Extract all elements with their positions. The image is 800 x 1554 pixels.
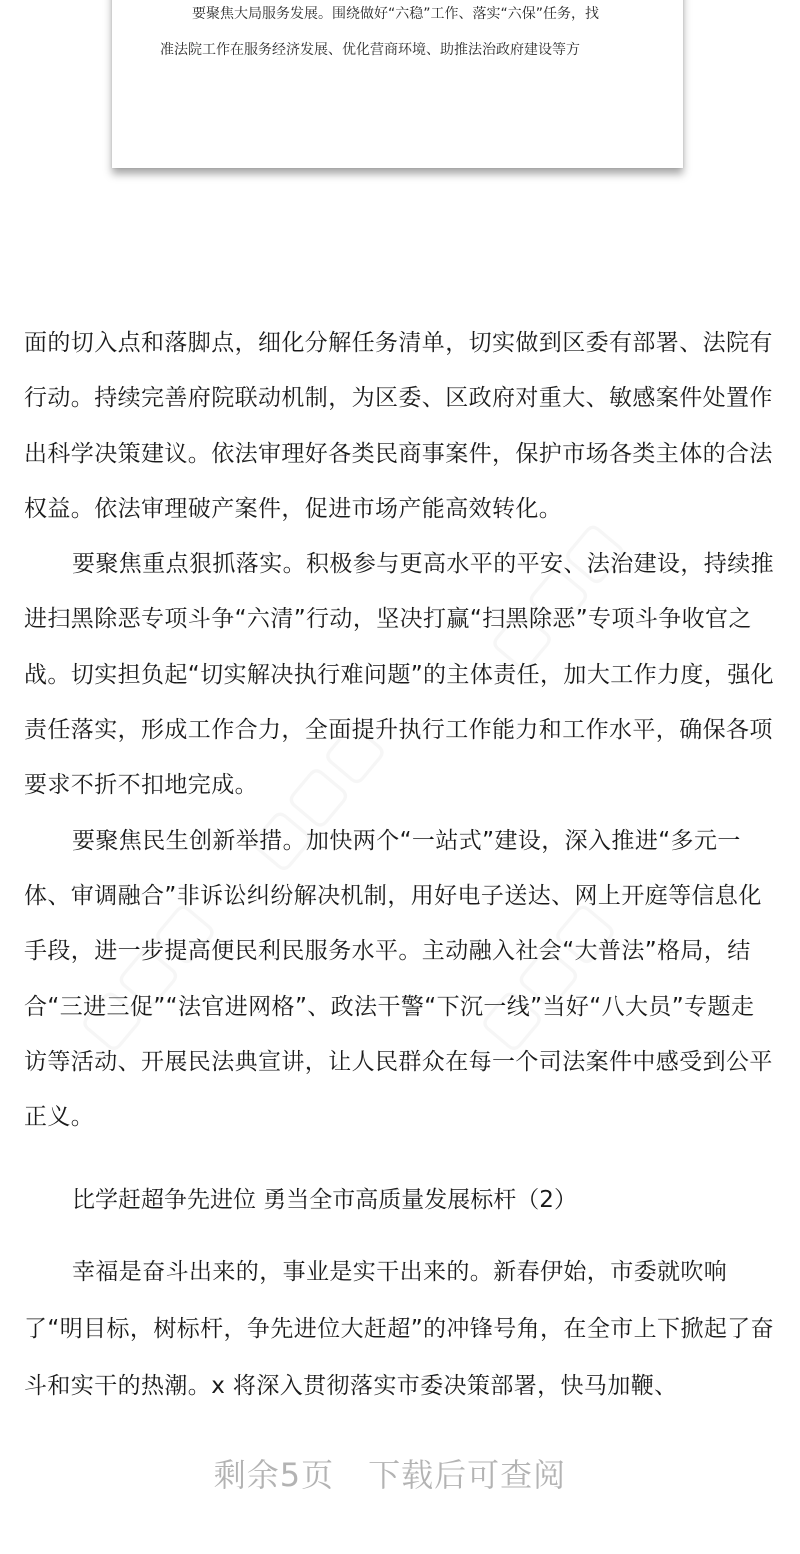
remaining-pages-notice[interactable]: [0, 1450, 780, 1500]
body-paragraph: 要聚焦民生创新举措。加快两个“一站式”建设，深入推进“多元一体、审调融合”非诉讼纠纷解决机制，用好电子送达、网上开庭等信息化手段，进一步提高便民利民服务水平。主动融入社会“大普法”格局，结合“三进三促”“法官进网格”、政法干警“下沉一线”当好“八大员”专题走访等活动、开展民法典宣讲，让人民群众在每一个司法案件中感受到公平正义。: [24, 827, 773, 1131]
preview-text-line: 要聚焦大局服务发展。围绕做好“六稳”工作、落实“六保”任务，找: [192, 6, 600, 22]
document-preview-card: [112, 0, 683, 168]
preview-text-line: 准法院工作在服务经济发展、优化营商环境、助推法治政府建设等方: [160, 42, 580, 58]
section-title: 比学赶超争先进位 勇当全市高质量发展标杆（2）: [72, 1187, 577, 1213]
body-paragraph: 要聚焦重点狠抓落实。积极参与更高水平的平安、法治建设，持续推进扫黑除恶专项斗争“六清”行动，坚决打赢“扫黑除恶”专项斗争收官之战。切实担负起“切实解决执行难问题”的主体责任，加大工作力度，强化责任落实，形成工作合力，全面提升执行工作能力和工作水平，确保各项要求不折不扣地完成。: [24, 551, 775, 799]
body-paragraph: 面的切入点和落脚点，细化分解任务清单，切实做到区委有部署、法院有行动。持续完善府院联动机制，为区委、区政府对重大、敏感案件处置作出科学决策建议。依法审理好各类民商事案件，保护市场各类主体的合法权益。依法审理破产案件，促进市场产能高效转化。: [24, 330, 773, 522]
document-body: [24, 316, 776, 1145]
body-paragraph: 幸福是奋斗出来的，事业是实干出来的。新春伊始，市委就吹响了“明目标，树标杆，争先进位大赶超”的冲锋号角，在全市上下掀起了奋斗和实干的热潮。x 将深入贯彻落实市委决策部署，快马加鞭、: [24, 1259, 775, 1399]
section-body: [24, 1244, 776, 1415]
remaining-pages-label: 剩余5页: [213, 1456, 335, 1494]
download-to-view-label: 下载后可查阅: [368, 1456, 567, 1494]
